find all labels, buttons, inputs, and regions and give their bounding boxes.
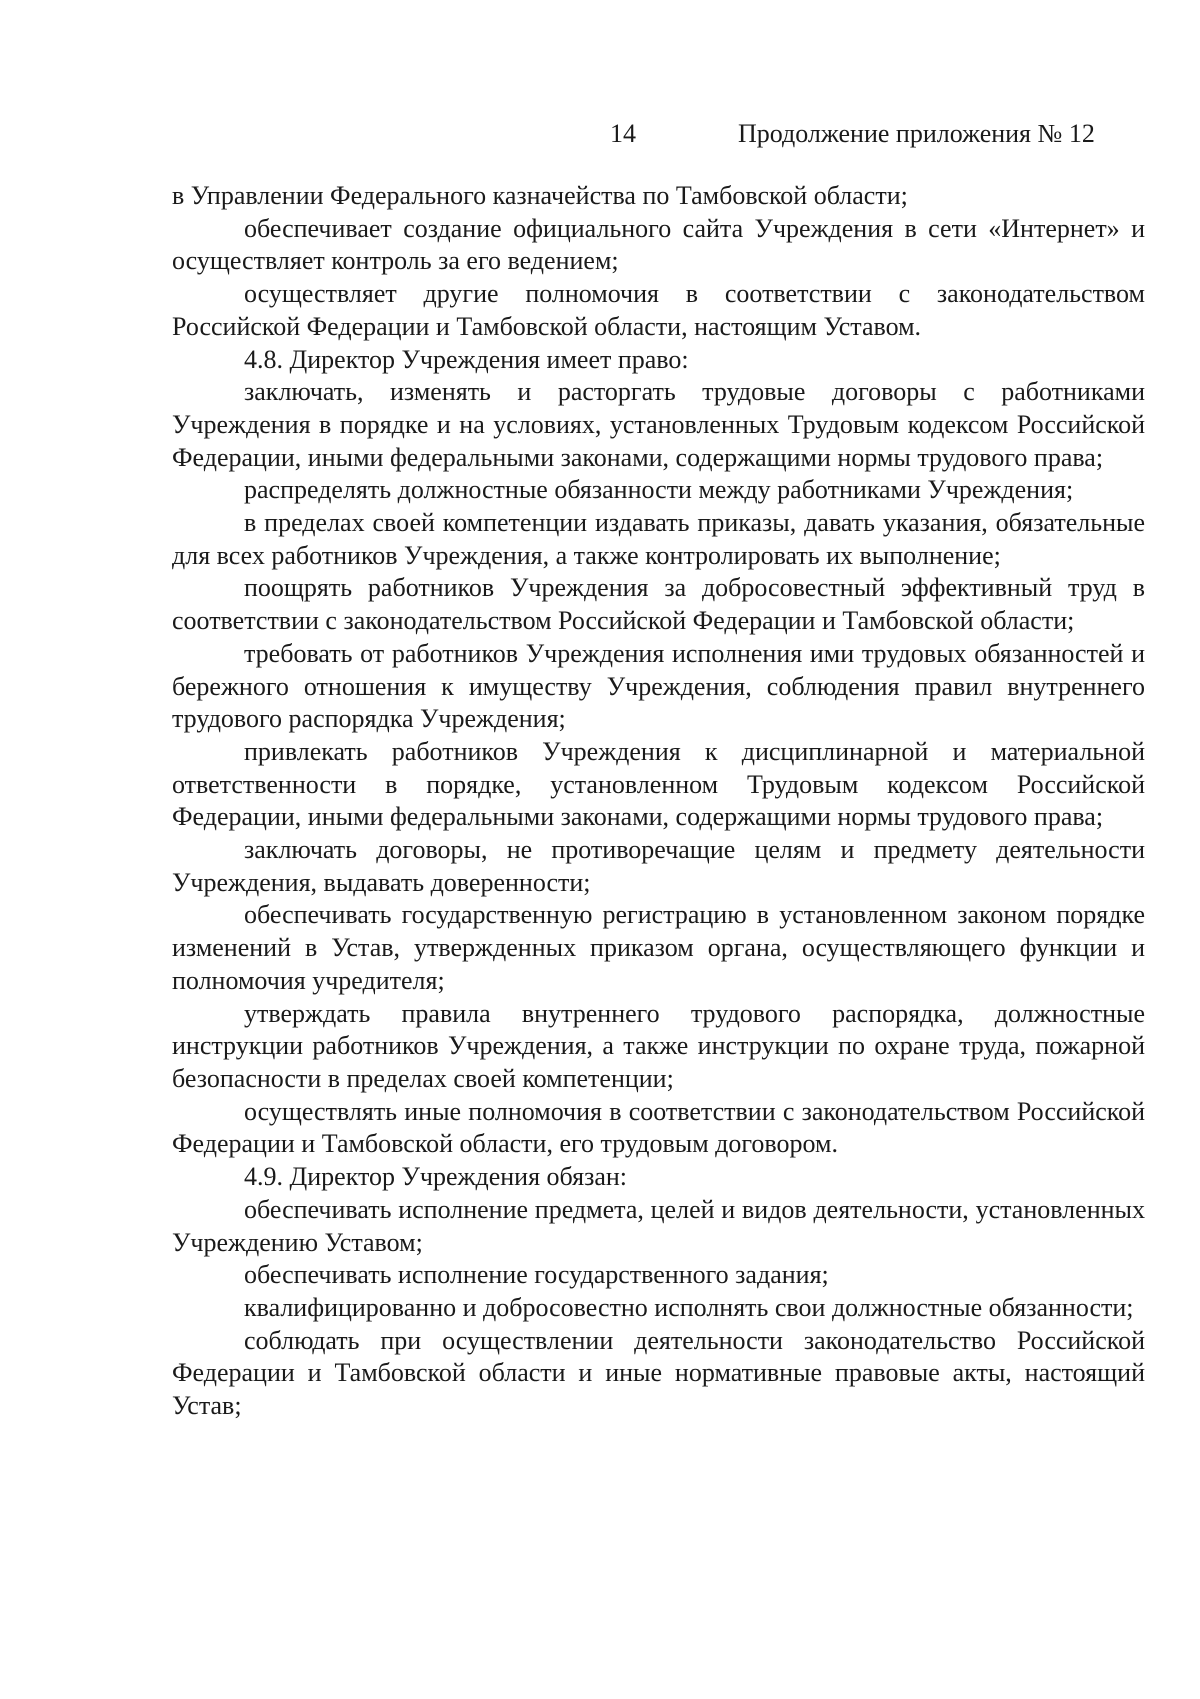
- paragraph: обеспечивать исполнение предмета, целей и видов деятельности, установленных Учреждению Уставом;: [172, 1194, 1145, 1257]
- paragraph: заключать договоры, не противоречащие целям и предмету деятельности Учреждения, выдавать доверенности;: [172, 835, 1145, 897]
- paragraph: привлекать работников Учреждения к дисциплинарной и материальной ответственности в порядке, установленном Трудовым кодексом Российской Федерации, иными федеральными законами, содержащими нормы трудового права;: [172, 736, 1145, 832]
- page-number: 14: [610, 119, 636, 148]
- page-header: [0, 114, 1200, 154]
- paragraph-continued: в Управлении Федерального казначейства по Тамбовской области;: [172, 181, 908, 210]
- paragraph: требовать от работников Учреждения исполнения ими трудовых обязанностей и бережного отношения к имуществу Учреждения, соблюдения правил внутреннего трудового распорядка Учреждения;: [172, 638, 1145, 734]
- paragraph: обеспечивать государственную регистрацию в установленном законом порядке изменений в Устав, утвержденных приказом органа, осуществляющего функции и полномочия учредителя;: [172, 900, 1145, 995]
- appendix-continuation-label: Продолжение приложения № 12: [738, 119, 1095, 148]
- section-heading-4-8: 4.8. Директор Учреждения имеет право:: [244, 344, 689, 374]
- paragraph: квалифицированно и добросовестно исполнять свои должностные обязанности;: [244, 1292, 1134, 1322]
- paragraph: поощрять работников Учреждения за добросовестный эффективный труд в соответствии с законодательством Российской Федерации и Тамбовской области;: [172, 573, 1145, 636]
- paragraph: утверждать правила внутреннего трудового распорядка, должностные инструкции работников Учреждения, а также инструкции по охране труда, пожарной безопасности в пределах своей компетенции;: [172, 998, 1145, 1093]
- section-heading-4-9: 4.9. Директор Учреждения обязан:: [244, 1162, 628, 1192]
- paragraph: обеспечивает создание официального сайта Учреждения в сети «Интернет» и осуществляет контроль за его ведением;: [172, 213, 1145, 276]
- document-body: [172, 180, 1145, 1423]
- paragraph: распределять должностные обязанности между работниками Учреждения;: [244, 475, 1074, 505]
- paragraph: заключать, изменять и расторгать трудовые договоры с работниками Учреждения в порядке и на условиях, установленных Трудовым кодексом Российской Федерации, иными федеральными законами, содержащими нормы трудового права;: [172, 377, 1145, 472]
- paragraph: в пределах своей компетенции издавать приказы, давать указания, обязательные для всех работников Учреждения, а также контролировать их выполнение;: [172, 508, 1145, 570]
- paragraph: осуществляет другие полномочия в соответствии с законодательством Российской Федерации и Тамбовской области, настоящим Уставом.: [172, 279, 1145, 341]
- paragraph: обеспечивать исполнение государственного задания;: [244, 1260, 829, 1290]
- paragraph: соблюдать при осуществлении деятельности законодательство Российской Федерации и Тамбовской области и иные нормативные правовые акты, настоящий Устав;: [172, 1325, 1145, 1421]
- paragraph: осуществлять иные полномочия в соответствии с законодательством Российской Федерации и Тамбовской области, его трудовым договором.: [172, 1096, 1145, 1159]
